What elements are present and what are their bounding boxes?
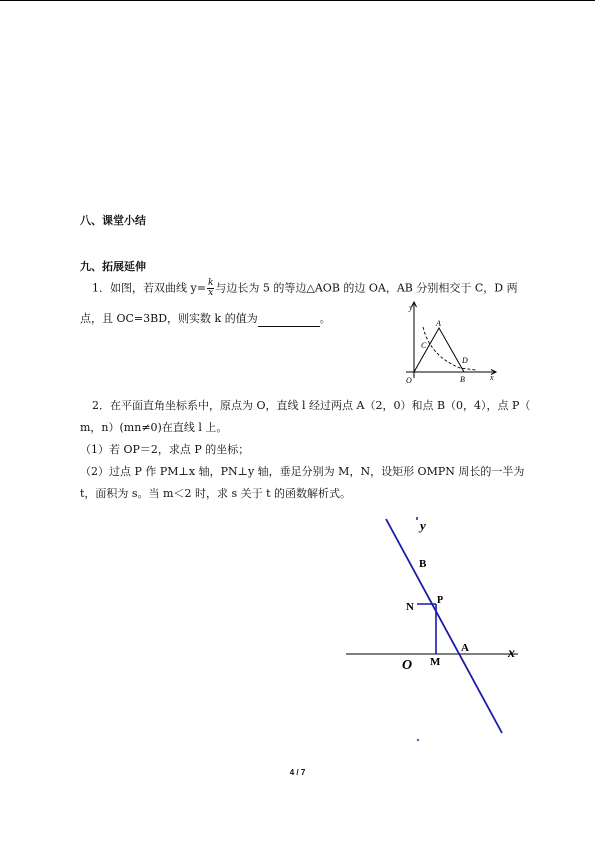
figure-2-label-o: O xyxy=(402,658,413,673)
fraction-denominator: x xyxy=(208,288,214,298)
problem-1-line-2-prefix: 点，且 OC=3BD，则实数 k 的值为 xyxy=(80,312,258,325)
figure-2-label-y: y xyxy=(420,518,426,533)
figure-1-label-y: y xyxy=(409,303,413,312)
problem-1-suffix: 与边长为 5 的等边△AOB 的边 OA，AB 分别相交于 C，D 两 xyxy=(215,281,518,295)
problem-2-question-2-line-2: t，面积为 s。当 m＜2 时，求 s 关于 t 的函数解析式。 xyxy=(80,487,352,500)
figure-1-label-d: D xyxy=(462,356,468,365)
figure-1-label-a: A xyxy=(436,319,441,328)
figure-2-line-diagram xyxy=(340,512,530,744)
problem-1-line-1 xyxy=(92,279,518,298)
figure-1-triangle-hyperbola xyxy=(400,298,504,386)
figure-1-label-x: x xyxy=(490,373,494,382)
figure-2-label-x: x xyxy=(508,646,515,661)
figure-1-label-b: B xyxy=(460,375,465,384)
figure-2-label-n: N xyxy=(406,601,414,613)
problem-2-line-2: m，n）(mn≠0)在直线 l 上。 xyxy=(80,421,228,434)
problem-2-line-1: 2．在平面直角坐标系中，原点为 O，直线 l 经过两点 A（2，0）和点 B（0，4），点 P（ xyxy=(92,399,531,412)
section-9-title: 九、拓展延伸 xyxy=(80,260,146,273)
figure-2-label-p: P xyxy=(437,595,444,606)
top-border xyxy=(0,0,595,1)
figure-1-label-c: C xyxy=(421,341,427,350)
hyperbola-fraction xyxy=(207,279,214,298)
figure-1-triangle-aob xyxy=(414,328,464,372)
page-number: 4 / 7 xyxy=(289,768,306,777)
figure-2-label-m: M xyxy=(430,656,441,668)
answer-blank xyxy=(258,312,320,327)
problem-1-line-2 xyxy=(80,312,331,327)
figure-2-label-b: B xyxy=(419,558,427,570)
figure-1-hyperbola xyxy=(423,327,476,370)
fraction-numerator: k xyxy=(207,278,214,288)
problem-2-question-1: （1）若 OP＝2，求点 P 的坐标； xyxy=(80,443,250,456)
problem-1-line-2-suffix: 。 xyxy=(319,312,331,325)
figure-2-label-a: A xyxy=(461,642,469,654)
section-8-title: 八、课堂小结 xyxy=(80,214,146,227)
problem-2-question-2-line-1: （2）过点 P 作 PM⊥x 轴，PN⊥y 轴，垂足分别为 M，N，设矩形 OMPN 周长的一半为 xyxy=(80,465,525,478)
problem-1-prefix: 1．如图，若双曲线 y= xyxy=(92,281,206,295)
figure-2-line-l xyxy=(386,519,502,733)
figure-1-label-o: O xyxy=(406,376,412,385)
